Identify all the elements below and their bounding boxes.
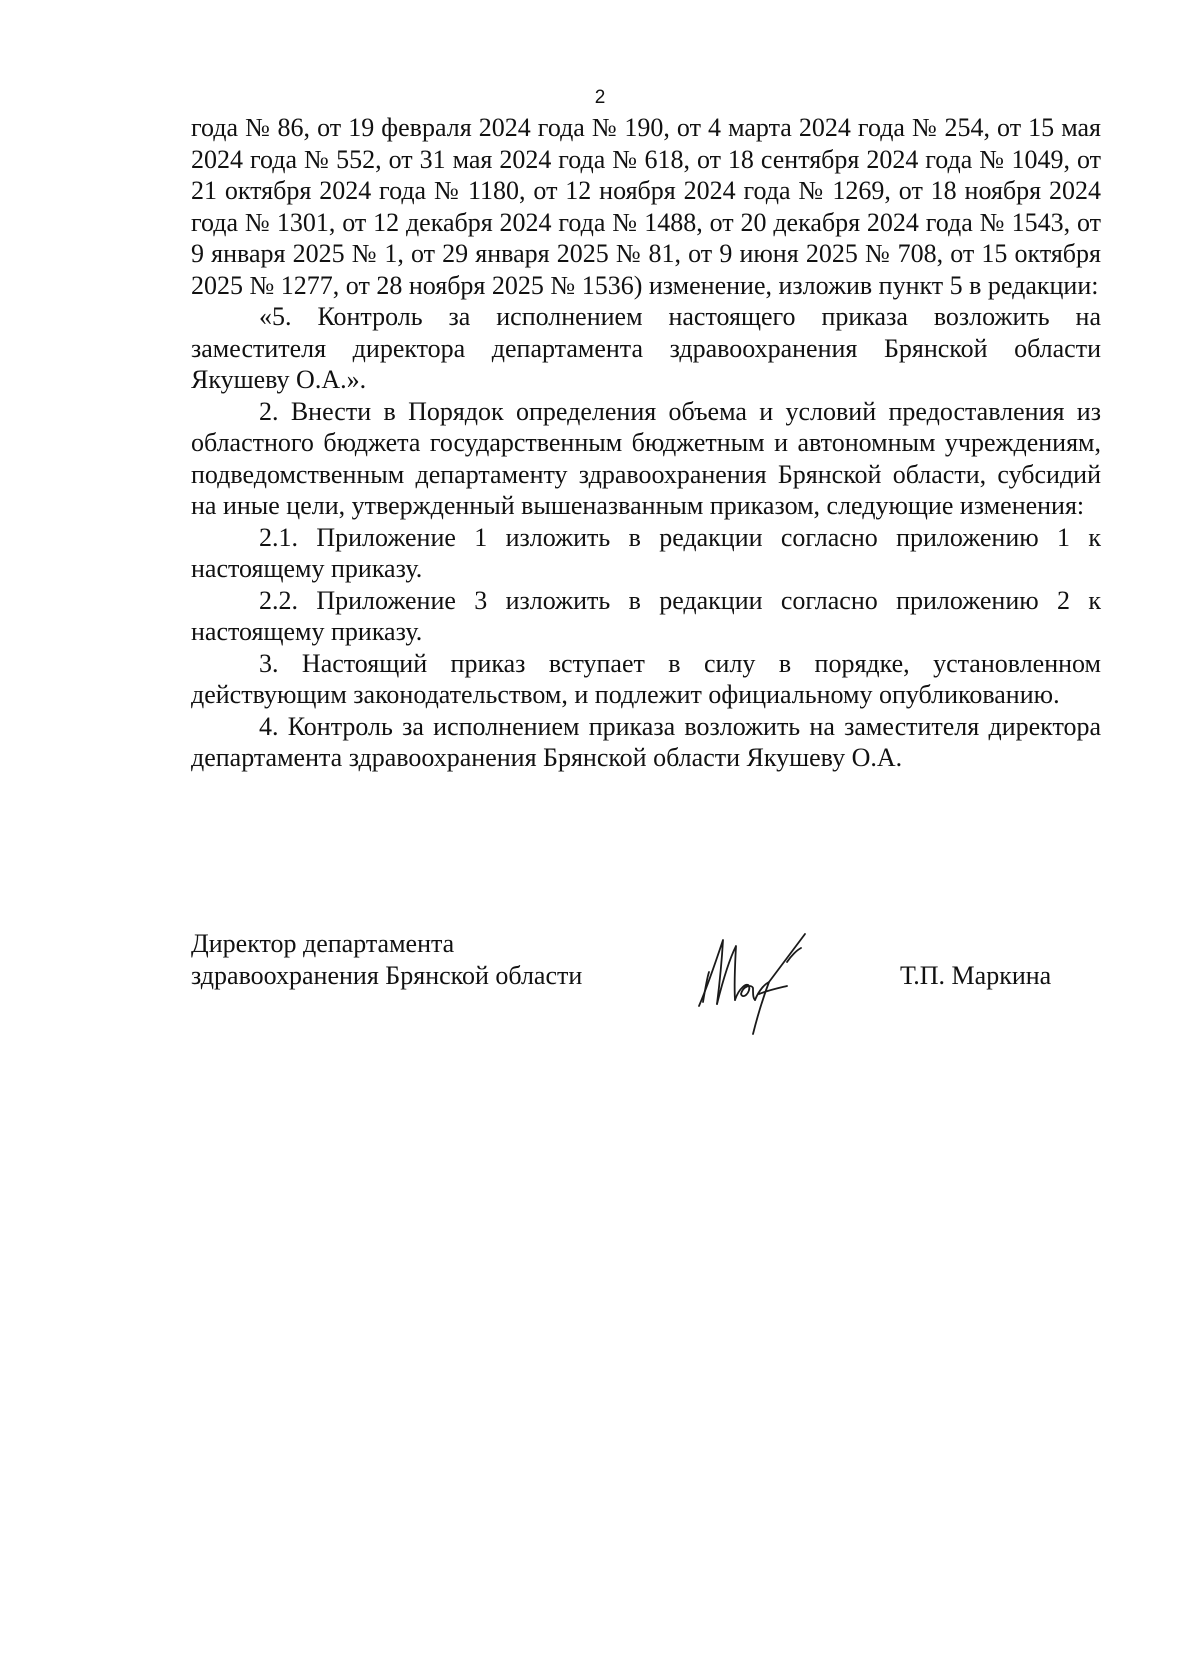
- signer-name: Т.П. Маркина: [900, 961, 1052, 990]
- signer-position: [191, 928, 582, 992]
- paragraph-item-2-2: 2.2. Приложение 3 изложить в редакции согласно приложению 2 к настоящему приказу.: [191, 585, 1101, 646]
- paragraph-item-2: 2. Внести в Порядок определения объема и условий предоставления из областного бюджета государственным бюджетным и автономным учреждениям, подведомственным департаменту здравоохранения Брянской области, субсидий на иные цели, утвержденный вышеназванным приказом, следующие изменения:: [191, 396, 1101, 520]
- signature-block: [191, 928, 1101, 1038]
- signer-position-line-2: здравоохранения Брянской области: [191, 961, 583, 990]
- paragraph-item-2-1: 2.1. Приложение 1 изложить в редакции согласно приложению 1 к настоящему приказу.: [191, 522, 1101, 583]
- handwritten-signature: [689, 928, 809, 1038]
- page-number: 2: [594, 87, 606, 108]
- signer-position-line-1: Директор департамента: [191, 929, 455, 958]
- paragraph-item-4: 4. Контроль за исполнением приказа возложить на заместителя директора департамента здравоохранения Брянской области Якушеву О.А.: [191, 711, 1101, 772]
- paragraph-item-3: 3. Настоящий приказ вступает в силу в порядке, установленном действующим законодательством, и подлежит официальному опубликованию.: [191, 648, 1101, 709]
- paragraph-quoted-item-5: «5. Контроль за исполнением настоящего приказа возложить на заместителя директора департамента здравоохранения Брянской области Якушеву О.А.».: [191, 302, 1101, 394]
- document-body: [191, 112, 1101, 774]
- paragraph-continuation: года № 86, от 19 февраля 2024 года № 190, от 4 марта 2024 года № 254, от 15 мая 2024 года № 552, от 31 мая 2024 года № 618, от 18 сентября 2024 года № 1049, от 21 октября 2024 года № 1180, от 12 ноября 2024 года № 1269, от 18 ноября 2024 года № 1301, от 12 декабря 2024 года № 1488, от 20 декабря 2024 года № 1543, от 9 января 2025 № 1, от 29 января 2025 № 81, от 9 июня 2025 № 708, от 15 октября 2025 № 1277, от 28 ноября 2025 № 1536) изменение, изложив пункт 5 в редакции:: [191, 113, 1101, 300]
